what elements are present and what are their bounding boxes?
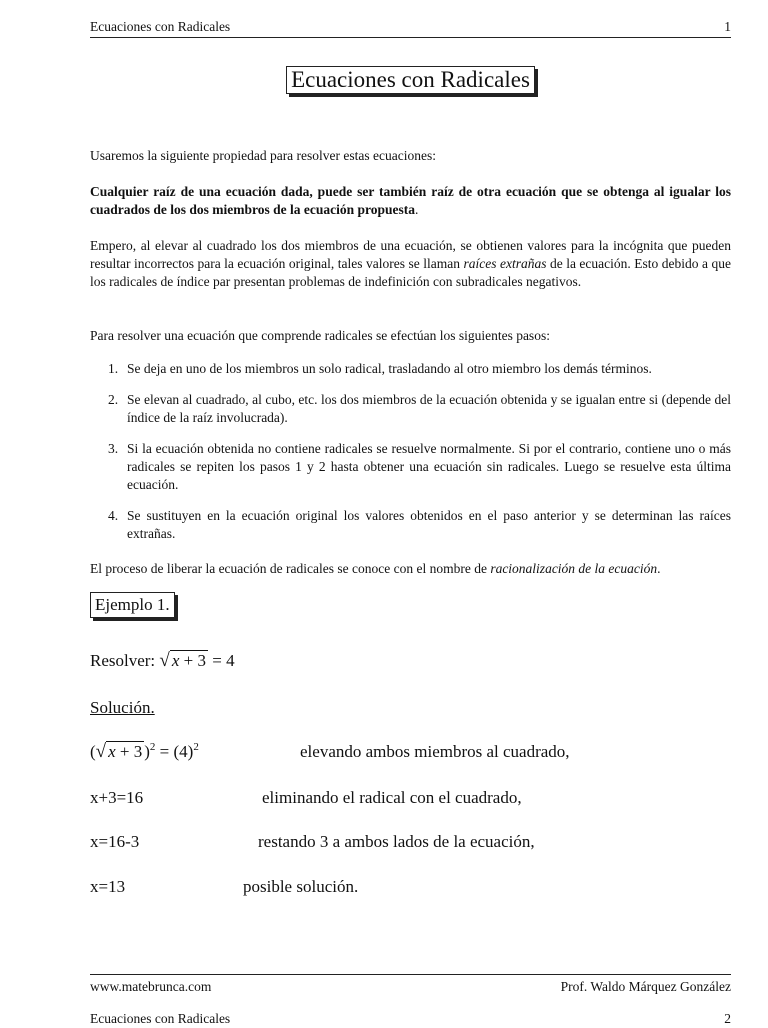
radical-sign-icon: √	[159, 650, 170, 671]
radical-expression	[96, 741, 145, 763]
equation-rhs: = 4	[207, 651, 235, 670]
steps-list-item	[90, 440, 731, 494]
solution-step-2-explanation: eliminando el radical con el cuadrado,	[262, 788, 522, 807]
step-number: 2.	[108, 392, 119, 407]
solution-step-2-equation: x+3=16	[90, 788, 144, 807]
solution-step-4-explanation: posible solución.	[243, 877, 359, 896]
next-header-title: Ecuaciones con Radicales	[90, 1011, 231, 1026]
radicand-var: x	[108, 742, 116, 761]
process-paragraph	[90, 560, 731, 578]
intro-paragraph: Usaremos la siguiente propiedad para resolver estas ecuaciones:	[90, 148, 436, 163]
running-footer	[90, 974, 731, 996]
solution-step-1-explanation: elevando ambos miembros al cuadrado,	[300, 742, 570, 761]
radicand-var: x	[171, 651, 180, 670]
process-text-start: El proceso de liberar la ecuación de radicales se conoce con el nombre de	[90, 561, 491, 576]
next-header-page-number: 2	[724, 1011, 731, 1026]
exponent: 2	[149, 741, 156, 753]
extraneous-roots-paragraph	[90, 237, 731, 291]
extraneous-roots-term: raíces extrañas	[463, 256, 547, 271]
example-label-box: Ejemplo 1.	[90, 592, 175, 618]
radicand	[106, 741, 144, 761]
title-area	[90, 66, 731, 94]
rationalization-term: racionalización de la ecuación	[490, 561, 658, 576]
footer-author: Prof. Waldo Márquez González	[560, 979, 731, 994]
radicand-const: 3	[133, 742, 143, 761]
empero-text-end: de la ecuación. Esto debido a que los radicales de índice par presentan problemas de indefinición con subradicales negativos.	[90, 256, 732, 289]
step-number: 1.	[108, 361, 119, 376]
solution-step-4-equation: x=13	[90, 877, 126, 896]
header-page-number: 1	[724, 19, 731, 34]
header-title: Ecuaciones con Radicales	[90, 19, 231, 34]
resolver-label: Resolver:	[90, 651, 156, 670]
property-statement: Cualquier raíz de una ecuación dada, puede ser también raíz de otra ecuación que se obtenga al igualar los cuadrados de los dos miembros de la ecuación propuesta	[90, 184, 731, 217]
steps-list-item	[90, 391, 731, 427]
radical-sign-icon: √	[95, 741, 107, 762]
exponent: 2	[193, 741, 199, 753]
running-header	[90, 18, 731, 38]
problem-statement	[90, 650, 235, 672]
solution-step-3-explanation: restando 3 a ambos lados de la ecuación,	[258, 832, 535, 851]
process-text-end: .	[657, 561, 661, 576]
radicand-plus: +	[179, 651, 198, 670]
radicand-const: 3	[197, 651, 206, 670]
paren-open: (	[90, 742, 96, 761]
steps-list-item	[90, 507, 731, 543]
radicand	[170, 650, 208, 670]
step-text: Se elevan al cuadrado, al cubo, etc. los dos miembros de la ecuación obtenida y se igualan entre si (depende del índice de la raíz involucrada).	[127, 392, 731, 425]
solution-step-1-equation	[90, 741, 199, 763]
steps-list-item	[90, 360, 731, 378]
solution-heading: Solución.	[90, 698, 155, 717]
paren-close: )	[144, 742, 150, 761]
footer-website: www.matebrunca.com	[90, 979, 212, 994]
next-page-header	[90, 1010, 731, 1028]
step-text: Se sustituyen en la ecuación original los valores obtenidos en el paso anterior y se determinan las raíces extrañas.	[127, 508, 731, 541]
property-period: .	[415, 202, 419, 217]
steps-intro-paragraph: Para resolver una ecuación que comprende radicales se efectúan los siguientes pasos:	[90, 328, 550, 343]
step-number: 3.	[108, 441, 119, 456]
step-text: Si la ecuación obtenida no contiene radicales se resuelve normalmente. Si por el contrario, contiene uno o más radicales se repiten los pasos 1 y 2 hasta obtener una ecuación sin radicales. Luego se resuelve esta última ecuación.	[127, 441, 731, 492]
steps-list	[90, 360, 731, 543]
radical-expression	[159, 650, 208, 672]
solution-step-3-equation: x=16-3	[90, 832, 140, 851]
equation-rhs: = (4)	[155, 742, 194, 761]
radicand-plus: +	[115, 742, 134, 761]
document-title: Ecuaciones con Radicales	[286, 66, 535, 94]
step-number: 4.	[108, 508, 119, 523]
empero-text-start: Empero, al elevar al cuadrado los dos miembros de una ecuación, se obtienen valores para la incógnita que pueden resultar incorrectos para la ecuación original, tales valores se llaman	[90, 238, 731, 271]
property-paragraph	[90, 183, 731, 219]
step-text: Se deja en uno de los miembros un solo radical, trasladando al otro miembro los demás términos.	[127, 361, 652, 376]
